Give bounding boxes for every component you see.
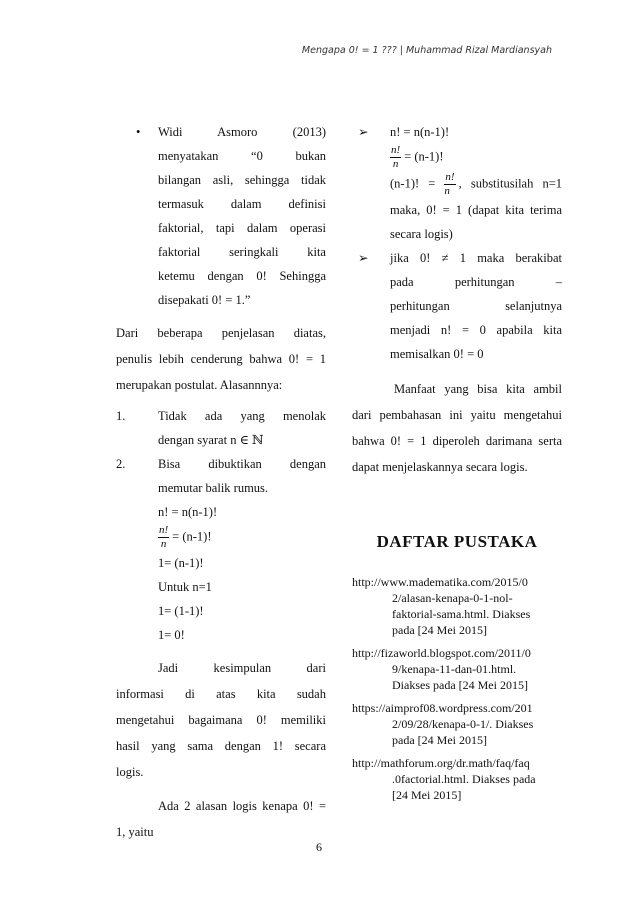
equation: 1= 0! [158,628,185,642]
reference-item [352,700,562,748]
bullet-item-widi [116,120,326,312]
arrow-item-2 [352,246,562,366]
equation-fraction [390,144,562,171]
reference-item [352,574,562,638]
equation-lhs: (n-1)! = [390,176,436,191]
text-line: hasil yang sama dengan 1! secara [116,739,326,753]
equation: n! = n(n-1)! [158,505,218,519]
text-line: memisalkan 0! = 0 [390,347,484,361]
text-line: mengetahui bagaimana 0! memiliki [116,713,326,727]
reference-item [352,645,562,693]
bullet-line: disepakati 0! = 1.” [158,293,251,307]
equation-substitution [390,171,562,198]
equation: 1= (1-1)! [158,604,204,618]
paragraph-conclusion-intro [116,320,326,398]
fraction-numerator: n! [445,171,455,183]
fraction-denominator: n [160,538,167,550]
text-line: Jadi kesimpulan dari [158,661,326,675]
left-column [116,120,326,845]
page-number: 6 [316,840,322,854]
text-line: dengan syarat n ∈ ℕ [158,433,264,447]
fraction-numerator: n! [391,144,401,156]
reference-text: 2/alasan-kenapa-0-1-nol- [392,591,513,605]
text-line: logis. [116,765,144,779]
equation-rest: = (n-1)! [404,149,444,164]
text-line: dapat menjelaskannya secara logis. [352,460,528,474]
paragraph-benefit [352,376,562,480]
fraction-numerator: n! [159,524,169,536]
fraction-denominator: n [444,185,450,197]
arrow-bullet-icon: ➢ [358,251,369,265]
equation-rest: = (n-1)! [172,529,212,544]
equation: n! = n(n-1)! [390,125,450,139]
text-line: Bisa dibuktikan dengan [158,457,326,471]
bullet-line: termasuk dalam definisi [158,197,326,211]
section-heading-references: DAFTAR PUSTAKA [376,532,538,551]
paragraph-two-reasons [116,793,326,845]
item-number: 2. [116,457,126,471]
bullet-mark: • [136,125,141,139]
numbered-item-1 [116,404,326,452]
reference-text: faktorial-sama.html. Diakses [392,607,531,621]
text-line: Dari beberapa penjelasan diatas, [116,326,326,340]
text-line: Ada 2 alasan logis kenapa 0! = [158,799,326,813]
text-line: 1, yaitu [116,825,154,839]
text-line: Manfaat yang bisa kita ambil [394,382,562,396]
text-line: secara logis) [390,227,453,241]
bullet-line: ketemu dengan 0! Sehingga [158,269,326,283]
reference-item [352,755,562,803]
fraction-denominator: n [392,158,399,170]
equation: 1= (n-1)! [158,556,204,570]
text-line: informasi di atas kita sudah [116,687,326,701]
reference-text: 2/09/28/kenapa-0-1/. Diakses [392,717,534,731]
arrow-bullet-icon: ➢ [358,125,369,139]
text-line: bahwa 0! = 1 diperoleh darimana serta [352,434,562,448]
equation-rest: , substitusilah n=1 [458,176,562,191]
bullet-line: faktorial seringkali kita [158,245,326,259]
reference-text: [24 Mei 2015] [392,788,462,802]
running-header: Mengapa 0! = 1 ??? | Muhammad Rizal Mardiansyah [301,45,552,56]
bullet-line: bilangan asli, sehingga tidak [158,173,326,187]
reference-text: Diakses pada [24 Mei 2015] [392,678,528,692]
item-number: 1. [116,409,126,423]
bullet-line: menyatakan “0 bukan [158,149,326,163]
text-line: dari pembahasan ini yaitu mengetahui [352,408,562,422]
right-column [352,120,562,810]
reference-text: pada [24 Mei 2015] [392,623,487,637]
equation: Untuk n=1 [158,580,212,594]
text-line: maka, 0! = 1 (dapat kita terima [390,203,562,217]
text-line: merupakan postulat. Alasannnya: [116,378,283,392]
reference-url: http://fizaworld.blogspot.com/2011/0 [352,646,531,660]
bullet-line: Widi Asmoro (2013) [158,125,326,139]
equation-fraction [158,524,326,551]
fraction [158,524,169,551]
bullet-line: faktorial, tapi dalam operasi [158,221,326,235]
reference-text: .0factorial.html. Diakses pada [392,772,536,786]
text-line: menjadi n! = 0 apabila kita [390,323,562,337]
reference-url: http://www.madematika.com/2015/0 [352,575,528,589]
paragraph-conclusion [116,655,326,785]
text-line: perhitungan selanjutnya [390,299,562,313]
fraction [444,171,455,198]
reference-list [352,574,562,803]
text-line: memutar balik rumus. [158,481,269,495]
reference-url: http://mathforum.org/dr.math/faq/faq [352,756,530,770]
reference-text: 9/kenapa-11-dan-01.html. [392,662,517,676]
text-line: pada perhitungan – [390,275,562,289]
arrow-item-1 [352,120,562,246]
reference-url: https://aimprof08.wordpress.com/201 [352,701,533,715]
numbered-item-2 [116,452,326,647]
reference-text: pada [24 Mei 2015] [392,733,487,747]
text-line: penulis lebih cenderung bahwa 0! = 1 [116,352,326,366]
fraction [390,144,401,171]
text-line: Tidak ada yang menolak [158,409,326,423]
text-line: jika 0! ≠ 1 maka berakibat [390,251,562,265]
